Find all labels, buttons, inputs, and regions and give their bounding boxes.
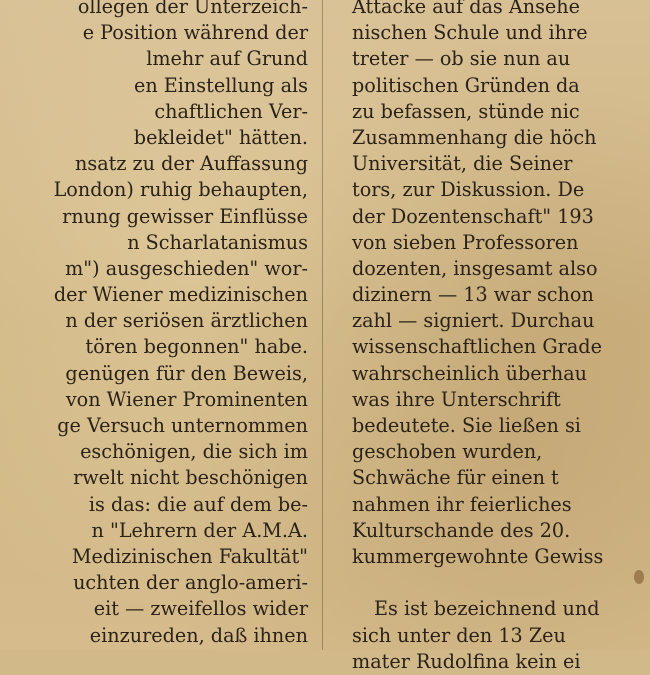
right-line: wissenschaftlichen Grade xyxy=(352,335,602,359)
right-line: geschoben wurden, xyxy=(352,440,543,464)
left-line: n Scharlatanismus xyxy=(127,230,308,254)
right-line: bedeutete. Sie ließen si xyxy=(352,414,581,437)
left-line: m") ausgeschieden" wor- xyxy=(65,256,308,280)
right-line: der Dozentenschaft" 193 xyxy=(352,204,594,228)
left-line: bekleidet" hätten. xyxy=(133,125,308,149)
right-line xyxy=(348,570,650,596)
left-line: von Wiener Prominenten xyxy=(65,387,308,411)
right-line: zu befassen, stünde nic xyxy=(352,99,580,123)
left-line: Medizinischen Fakultät" xyxy=(71,544,308,568)
left-line: rnung gewisser Einflüsse xyxy=(62,204,308,228)
right-line: Schwäche für einen t xyxy=(352,466,559,490)
right-line: mater Rudolfina kein ei xyxy=(352,649,581,673)
right-line: treter — ob sie nun au xyxy=(352,47,571,71)
left-line: lmehr auf Grund xyxy=(146,47,308,71)
right-line: nischen Schule und ihre xyxy=(352,21,588,45)
left-line: genügen für den Beweis, xyxy=(65,361,308,385)
left-line: der Wiener medizinischen xyxy=(53,283,308,307)
left-line: nsatz zu der Auffassung xyxy=(74,152,308,176)
right-line: Attacke auf das Ansehe xyxy=(352,0,581,18)
left-line: en Einstellung als xyxy=(133,73,308,97)
right-line: Es ist bezeichnend und xyxy=(374,597,600,621)
right-line: Zusammenhang die höch xyxy=(352,125,597,149)
left-line: n "Lehrern der A.M.A. xyxy=(91,518,308,542)
left-line: n der seriösen ärztlichen xyxy=(65,309,308,333)
left-line: ollegen der Unterzeich- xyxy=(77,0,308,18)
right-line: sich unter den 13 Zeu xyxy=(352,623,566,647)
right-line: was ihre Unterschrift xyxy=(352,387,561,411)
right-line: tors, zur Diskussion. De xyxy=(352,178,585,202)
left-line: tören begonnen" habe. xyxy=(85,335,308,359)
left-line: ge Versuch unternommen xyxy=(57,414,308,437)
left-line: eit — zweifellos wider xyxy=(93,597,308,621)
column-gutter xyxy=(322,0,323,650)
right-line: politischen Gründen da xyxy=(352,73,580,97)
left-line: uchten der anglo-ameri- xyxy=(73,571,308,595)
right-line: dizinern — 13 war schon xyxy=(352,283,594,307)
right-line: Universität, die Seiner xyxy=(352,152,573,176)
left-line: einzureden, daß ihnen xyxy=(89,623,308,647)
left-line: chaftlichen Ver- xyxy=(154,99,308,123)
right-line: von sieben Professoren xyxy=(352,230,579,254)
right-line: Kulturschande des 20. xyxy=(352,518,571,542)
right-line: dozenten, insgesamt also xyxy=(352,256,598,280)
right-line: kummergewohnte Gewiss xyxy=(352,544,604,568)
right-line: nahmen ihr feierliches xyxy=(352,492,572,516)
ink-stain xyxy=(634,570,644,584)
right-column xyxy=(348,0,650,675)
left-line: eschönigen, die sich im xyxy=(80,440,308,464)
left-line: e Position während der xyxy=(82,21,308,45)
right-line: wahrscheinlich überhau xyxy=(352,361,587,385)
left-line: is das: die auf dem be- xyxy=(88,492,308,516)
right-line: zahl — signiert. Durchau xyxy=(352,309,595,333)
left-line: rwelt nicht beschönigen xyxy=(73,466,308,490)
left-column xyxy=(0,0,316,649)
left-line: London) ruhig behaupten, xyxy=(53,178,308,202)
